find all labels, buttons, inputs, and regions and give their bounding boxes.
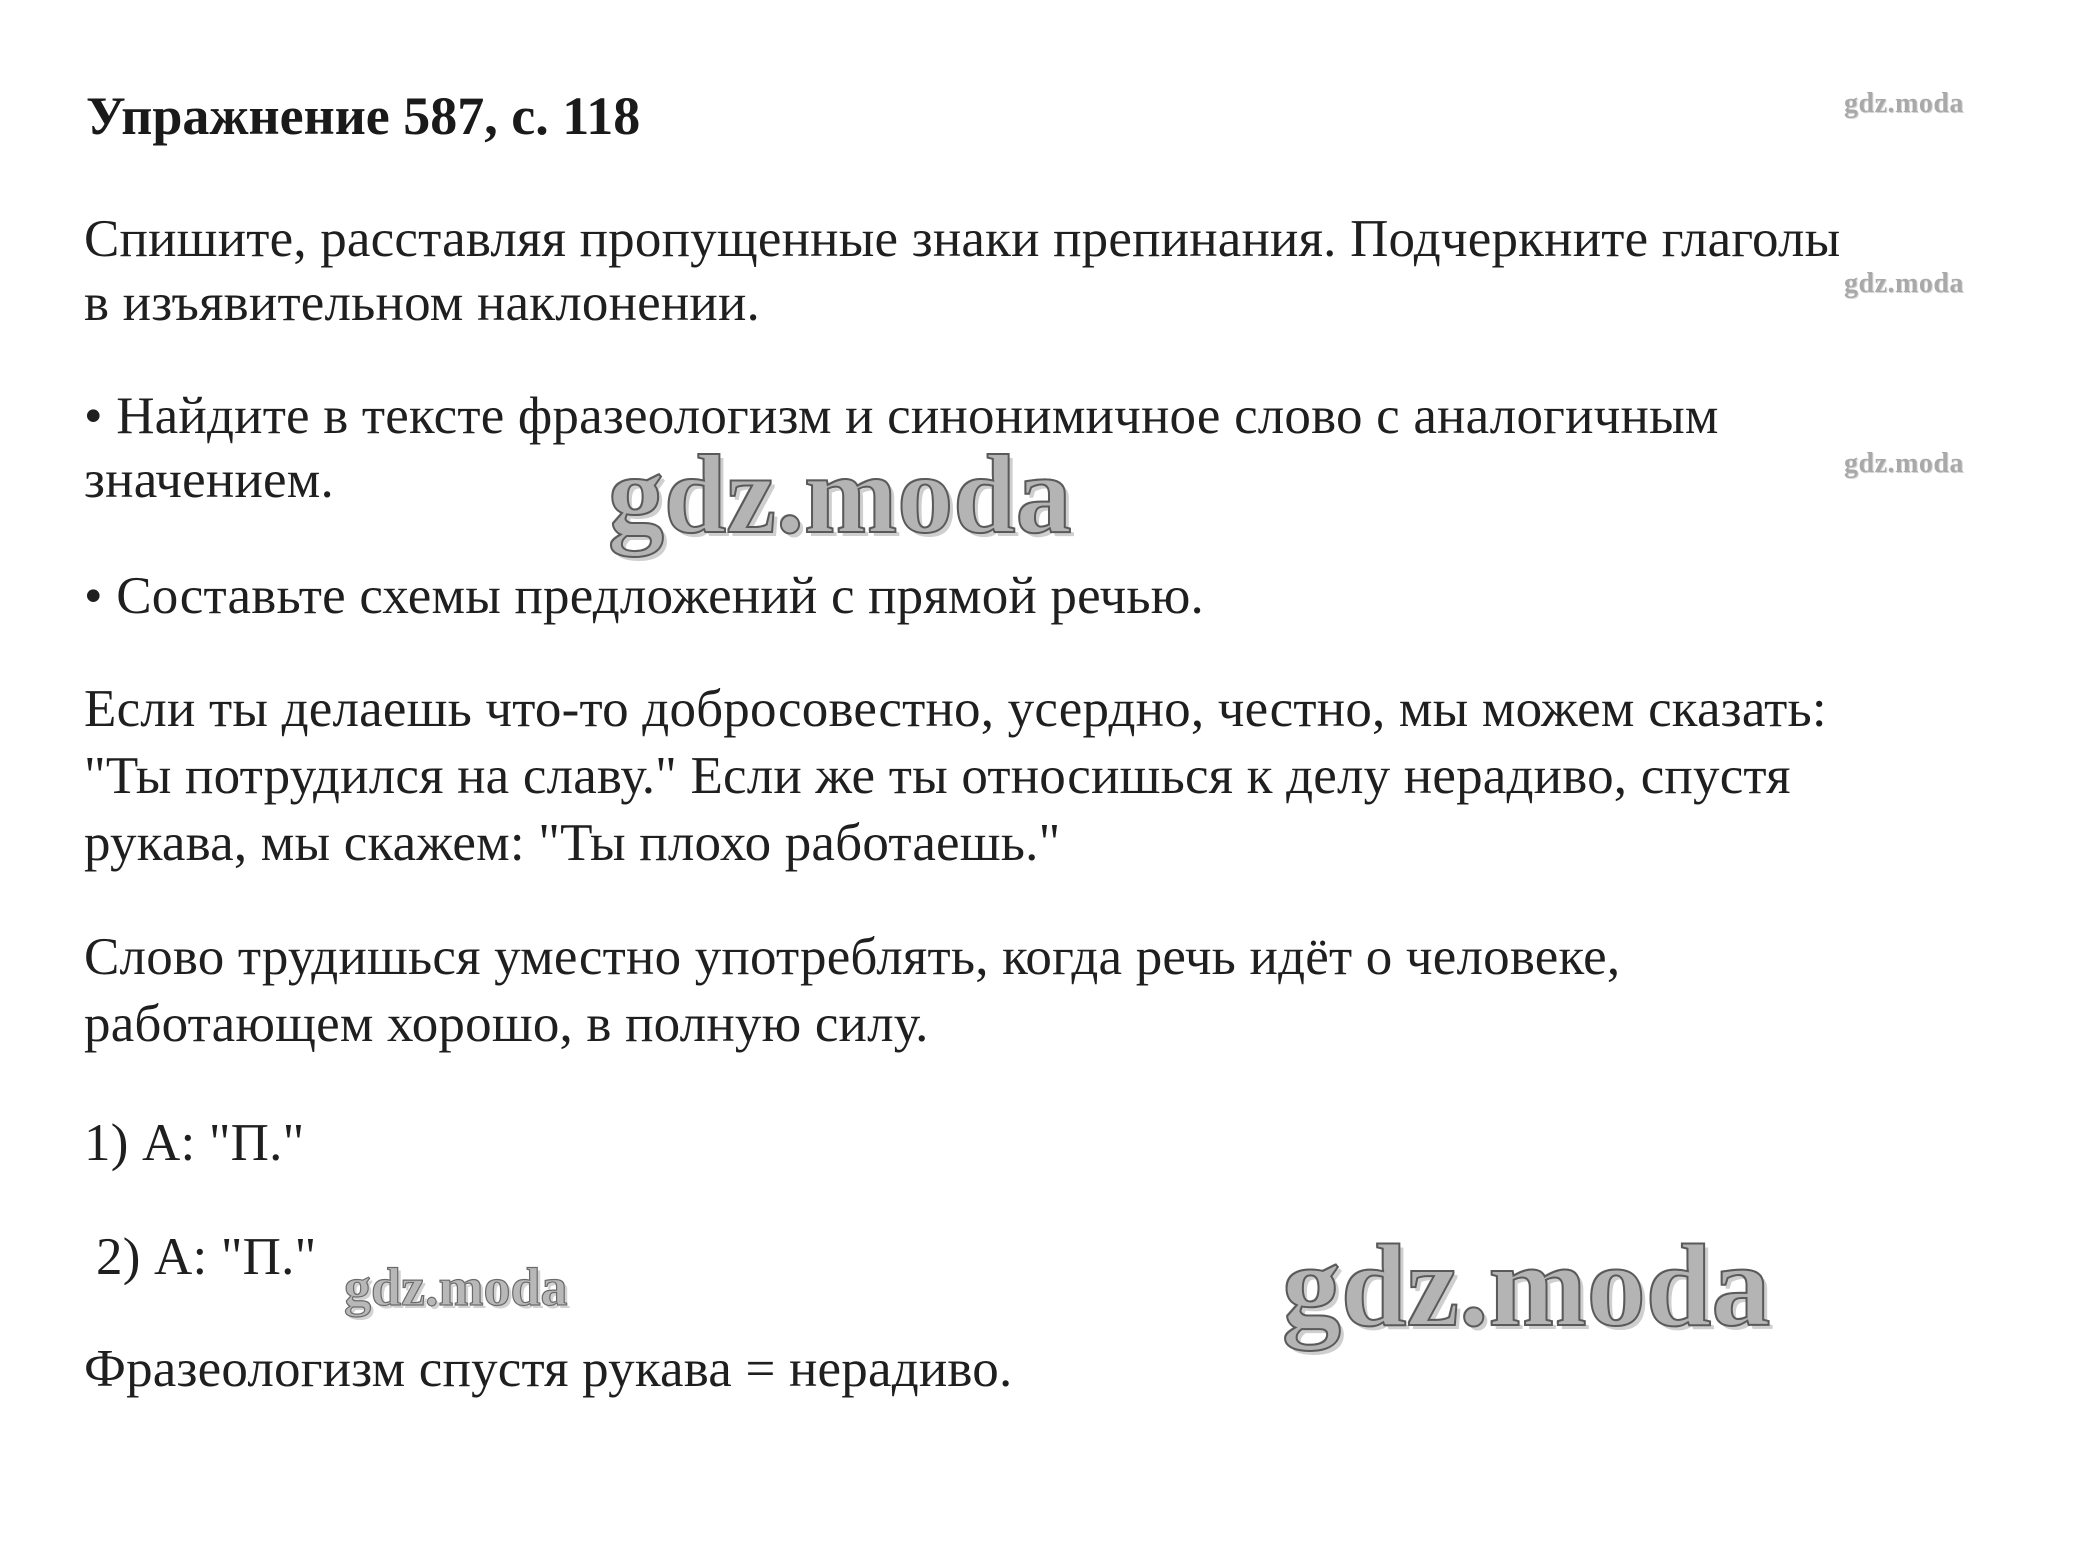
answer-line-1: Если ты делаешь что-то добросовестно, усердно, честно, мы можем сказать: (84, 680, 1827, 738)
watermark-small-2: gdz.moda (1844, 268, 1964, 299)
answer-line-3: рукава, мы скажем: "Ты плохо работаешь." (84, 814, 1061, 872)
bullet-2-line-1: • Составьте схемы предложений с прямой речью. (84, 567, 1204, 625)
bullet-1-line-1: • Найдите в тексте фразеологизм и синонимичное слово с аналогичным (84, 387, 1719, 445)
scheme-1: 1) А: "П." (84, 1114, 305, 1172)
watermark-large-2: gdz.moda (1282, 1220, 1771, 1351)
explanation-line-1: Слово трудишься уместно употреблять, когда речь идёт о человеке, (84, 928, 1621, 986)
watermark-large-1: gdz.moda (608, 433, 1072, 557)
conclusion-line: Фразеологизм спустя рукава = нерадиво. (84, 1340, 1013, 1398)
watermark-medium: gdz.moda (344, 1257, 568, 1317)
task-line-1: Спишите, расставляя пропущенные знаки препинания. Подчеркните глаголы (84, 210, 1841, 268)
watermark-small-1: gdz.moda (1844, 88, 1964, 119)
answer-line-2: "Ты потрудился на славу." Если же ты относишься к делу нерадиво, спустя (84, 747, 1791, 805)
exercise-heading: Упражнение 587, с. 118 (86, 86, 641, 146)
explanation-line-2: работающем хорошо, в полную силу. (84, 995, 929, 1053)
scheme-2: 2) А: "П." (96, 1228, 317, 1286)
task-line-2: в изъявительном наклонении. (84, 274, 760, 332)
bullet-1-line-2: значением. (84, 451, 334, 509)
watermark-small-3: gdz.moda (1844, 448, 1964, 479)
